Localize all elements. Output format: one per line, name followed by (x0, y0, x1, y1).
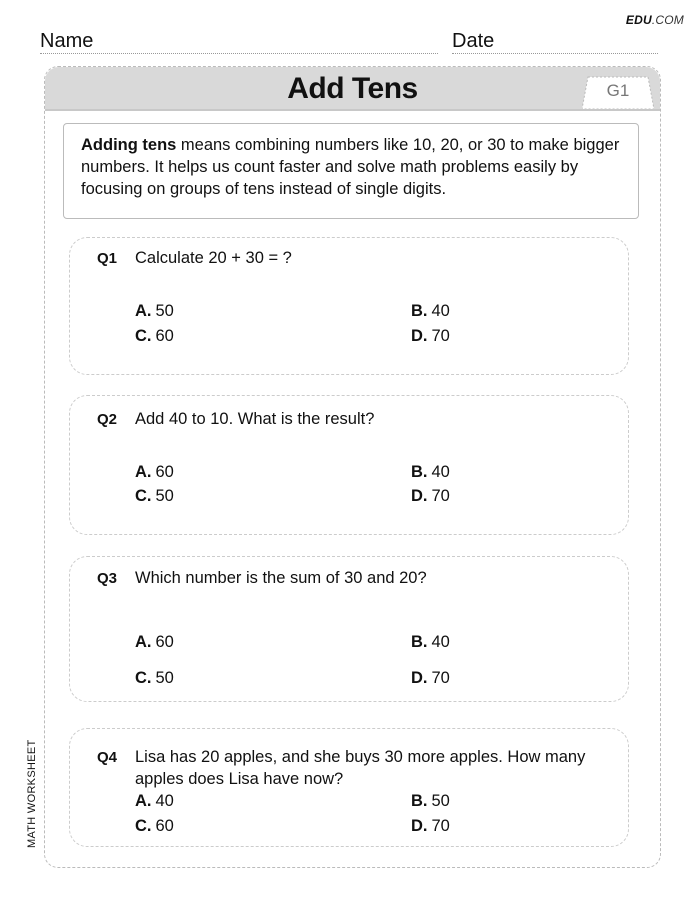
name-label: Name (40, 30, 94, 52)
worksheet-card (44, 66, 661, 868)
option-letter: B. (411, 792, 428, 810)
option-value: 70 (431, 487, 450, 505)
option-value: 50 (155, 487, 174, 505)
option-value: 60 (155, 817, 174, 835)
option-letter: A. (135, 302, 152, 320)
worksheet-title: Add Tens (287, 72, 418, 105)
option-a[interactable] (135, 463, 174, 482)
name-date-row (40, 28, 660, 54)
question-text: Add 40 to 10. What is the result? (135, 410, 375, 428)
option-c[interactable] (135, 487, 174, 506)
option-value: 60 (155, 463, 174, 481)
option-letter: C. (135, 327, 152, 345)
option-letter: A. (135, 633, 152, 651)
option-value: 60 (155, 633, 174, 651)
option-a[interactable] (135, 633, 174, 652)
option-letter: D. (411, 487, 428, 505)
question-card-2 (69, 395, 629, 535)
option-letter: D. (411, 669, 428, 687)
date-field[interactable] (452, 53, 658, 54)
option-value: 40 (155, 792, 174, 810)
title-bar (45, 67, 660, 111)
option-letter: A. (135, 792, 152, 810)
option-d[interactable] (411, 817, 450, 836)
intro-bold: Adding tens (81, 136, 177, 154)
intro-box (63, 123, 639, 219)
option-letter: B. (411, 633, 428, 651)
brand-com: .COM (651, 13, 684, 27)
option-d[interactable] (411, 327, 450, 346)
option-letter: D. (411, 817, 428, 835)
question-number: Q1 (97, 250, 118, 267)
option-b[interactable] (411, 302, 450, 321)
option-value: 40 (431, 463, 450, 481)
brand-edu: EDU (625, 13, 652, 27)
option-letter: C. (135, 487, 152, 505)
question-number: Q2 (97, 411, 118, 428)
option-letter: C. (135, 817, 152, 835)
option-letter: A. (135, 463, 152, 481)
option-c[interactable] (135, 669, 174, 688)
question-number: Q3 (97, 570, 118, 587)
option-value: 70 (431, 817, 450, 835)
option-value: 70 (431, 327, 450, 345)
grade-tab (582, 76, 654, 109)
option-value: 50 (431, 792, 450, 810)
option-value: 50 (155, 669, 174, 687)
option-a[interactable] (135, 792, 174, 811)
question-card-4 (69, 728, 629, 847)
question-card-3 (69, 556, 629, 702)
option-value: 40 (431, 302, 450, 320)
brand-logo (626, 13, 684, 27)
option-c[interactable] (135, 327, 174, 346)
option-d[interactable] (411, 487, 450, 506)
option-a[interactable] (135, 302, 174, 321)
question-text: Lisa has 20 apples, and she buys 30 more apples. How many apples does Lisa have now? (135, 748, 586, 788)
question-card-1 (69, 237, 629, 375)
option-value: 50 (155, 302, 174, 320)
option-letter: B. (411, 463, 428, 481)
option-d[interactable] (411, 669, 450, 688)
option-letter: B. (411, 302, 428, 320)
option-value: 60 (155, 327, 174, 345)
question-text: Calculate 20 + 30 = ? (135, 249, 292, 267)
date-label: Date (452, 30, 495, 52)
option-letter: D. (411, 327, 428, 345)
question-text: Which number is the sum of 30 and 20? (135, 569, 427, 587)
option-value: 70 (431, 669, 450, 687)
question-number: Q4 (97, 749, 118, 766)
name-field[interactable] (40, 53, 438, 54)
option-b[interactable] (411, 633, 450, 652)
grade-badge: G1 (606, 81, 630, 100)
option-c[interactable] (135, 817, 174, 836)
option-letter: C. (135, 669, 152, 687)
option-value: 40 (431, 633, 450, 651)
intro-text: means combining numbers like 10, 20, or 30 to make bigger numbers. It helps us count faster and solve math problems easily by focusing on groups of tens instead of single digits. (81, 136, 620, 198)
side-label: MATH WORKSHEET (26, 739, 38, 848)
option-b[interactable] (411, 463, 450, 482)
option-b[interactable] (411, 792, 450, 811)
